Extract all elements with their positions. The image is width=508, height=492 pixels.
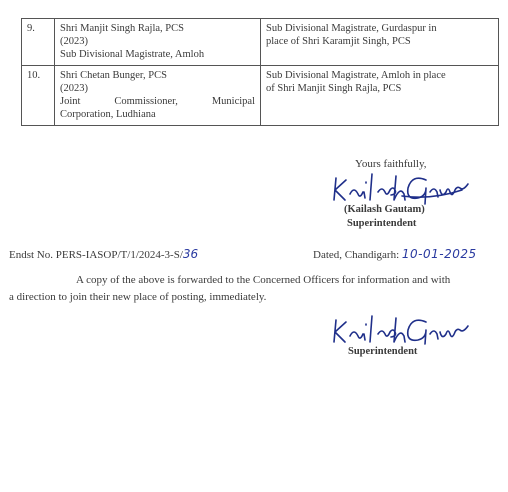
forwarding-paragraph <box>9 272 487 306</box>
officer-current-post: Sub Divisional Magistrate, Amloh <box>60 49 205 60</box>
dated-line <box>313 247 477 261</box>
posting-table <box>21 18 499 126</box>
officer-cell <box>55 19 261 66</box>
officer-current-post-cont: Corporation, Ludhiana <box>60 109 156 120</box>
serial-number: 9. <box>22 19 55 66</box>
signoff-designation: Superintendent <box>348 346 418 357</box>
officer-batch: (2023) <box>60 36 88 47</box>
officer-name: Shri Chetan Bunger, PCS <box>60 70 167 81</box>
officer-name: Shri Manjit Singh Rajla, PCS <box>60 23 184 34</box>
handwritten-endorsement-number: 36 <box>182 247 199 261</box>
new-posting-text: Sub Divisional Magistrate, Gurdaspur in <box>266 23 437 34</box>
signatory-name: (Kailash Gautam) <box>344 204 425 215</box>
word: Commissioner, <box>114 96 178 107</box>
officer-current-post <box>60 95 255 108</box>
endorsement-prefix: Endst No. PERS-IASOP/T/1/2024-3-S/ <box>9 249 183 261</box>
paragraph-line: A copy of the above is forwarded to the Concerned Officers for information and with <box>76 274 451 286</box>
signature-image <box>330 170 470 208</box>
handwritten-date: 10-01-2025 <box>401 247 477 261</box>
word: Municipal <box>211 96 255 107</box>
serial-number: 10. <box>22 66 55 126</box>
table-row <box>22 66 499 126</box>
new-posting-cell <box>261 66 499 126</box>
word: Joint <box>60 96 81 107</box>
officer-batch: (2023) <box>60 83 88 94</box>
paragraph-line: a direction to join their new place of posting, immediately. <box>9 291 267 303</box>
signature-image <box>330 314 470 350</box>
new-posting-line: place of Shri Karamjit Singh, PCS <box>266 36 411 47</box>
signatory-designation: Superintendent <box>347 218 417 229</box>
yours-faithfully: Yours faithfully, <box>355 158 427 170</box>
officer-cell <box>55 66 261 126</box>
new-posting-cell <box>261 19 499 66</box>
new-posting-line: Sub Divisional Magistrate, Amloh in place <box>266 70 446 81</box>
endorsement-number <box>9 247 198 261</box>
dated-label: Dated, Chandigarh: <box>313 249 402 261</box>
new-posting-line <box>266 22 493 35</box>
new-posting-line: of Shri Manjit Singh Rajla, PCS <box>266 83 402 94</box>
table-row <box>22 19 499 66</box>
